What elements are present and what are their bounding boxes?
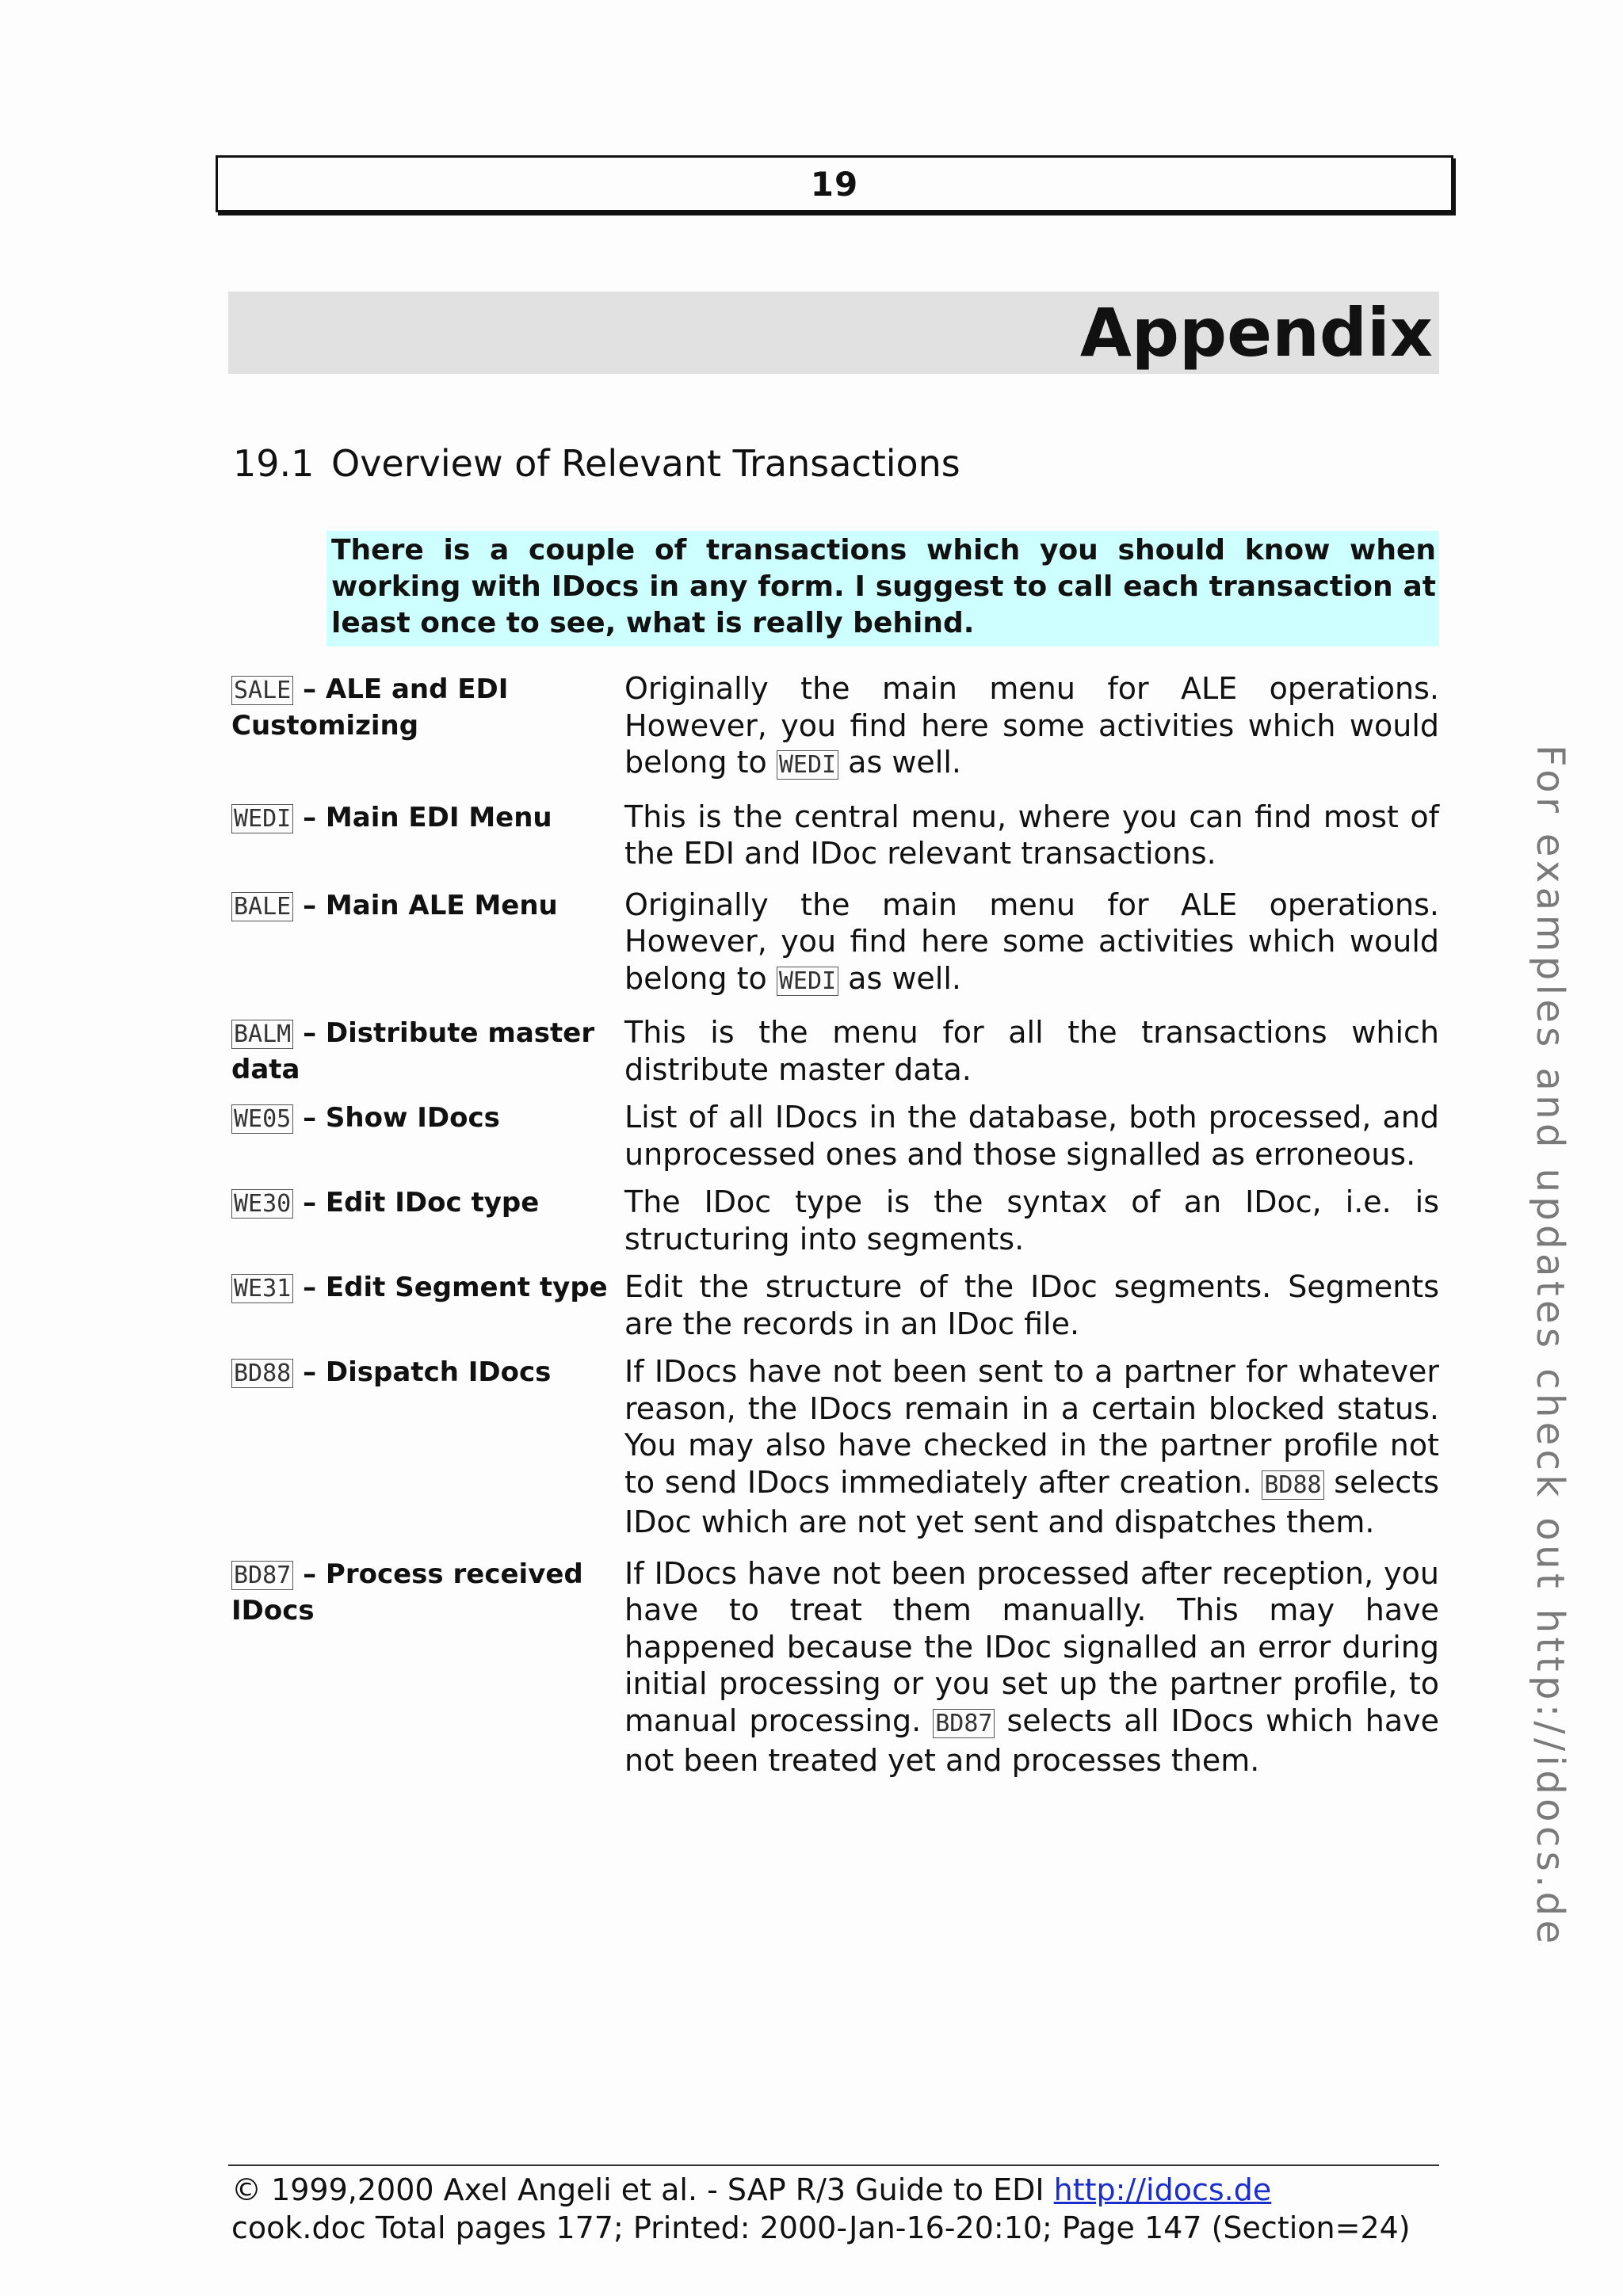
transaction-entry <box>231 887 1439 1001</box>
footer-copyright: © 1999,2000 Axel Angeli et al. - SAP R/3 Guide to EDI <box>231 2172 1054 2207</box>
inline-transaction-code: BD87 <box>933 1709 995 1738</box>
transaction-name: – Process received IDocs <box>231 1558 583 1627</box>
transaction-entry <box>231 1555 1439 1779</box>
transaction-code: BD87 <box>231 1561 293 1590</box>
transaction-description: Edit the structure of the IDoc segments. Segments are the records in an IDoc file. <box>624 1269 1439 1341</box>
transaction-label <box>231 1099 624 1137</box>
chapter-number: 19 <box>810 164 859 204</box>
chapter-title: Appendix <box>1079 294 1433 372</box>
transaction-label <box>231 1184 624 1222</box>
transaction-entry <box>231 1353 1439 1541</box>
transaction-label <box>231 1555 624 1628</box>
intro-highlight: There is a couple of transactions which you should know when working with IDocs in any form. I suggest to call each transaction at least once to see, what is really behind. <box>327 531 1439 646</box>
transaction-code: WE05 <box>231 1104 293 1134</box>
transaction-code: BD88 <box>231 1359 293 1388</box>
transaction-name: – Distribute master data <box>231 1017 595 1085</box>
transaction-entry <box>231 1184 1439 1257</box>
transaction-code: WE31 <box>231 1274 293 1303</box>
transaction-description: This is the central menu, where you can find most of the EDI and IDoc relevant transactions. <box>624 799 1439 871</box>
transaction-label <box>231 670 624 743</box>
transaction-label <box>231 1014 624 1087</box>
footer-divider <box>228 2164 1439 2166</box>
transaction-code: WEDI <box>231 804 293 833</box>
footer <box>231 2171 1411 2247</box>
transaction-entry <box>231 670 1439 784</box>
transaction-description: If IDocs have not been sent to a partner for whatever reason, the IDocs remain in a certain blocked status. You may also have checked in the partner profile not to send IDocs immediately after creation. BD88 selects IDoc which are not yet sent and dispatches them. <box>624 1354 1439 1539</box>
transaction-code: BALE <box>231 892 293 921</box>
transaction-code: SALE <box>231 676 293 705</box>
transaction-name: – Show IDocs <box>293 1102 500 1134</box>
section-number: 19.1 <box>233 442 315 485</box>
transaction-name: – Edit IDoc type <box>293 1187 540 1219</box>
transaction-name: – Dispatch IDocs <box>293 1356 552 1388</box>
transaction-code: WE30 <box>231 1189 293 1219</box>
transaction-entry <box>231 1099 1439 1173</box>
inline-transaction-code: BD88 <box>1262 1470 1323 1500</box>
transaction-label <box>231 887 624 925</box>
transaction-description: List of all IDocs in the database, both processed, and unprocessed ones and those signalled as erroneous. <box>624 1100 1439 1172</box>
transaction-label <box>231 1268 624 1306</box>
chapter-number-box <box>216 155 1453 212</box>
transaction-description: This is the menu for all the transactions which distribute master data. <box>624 1015 1439 1087</box>
footer-copyright-line <box>231 2171 1411 2209</box>
transaction-code: BALM <box>231 1020 293 1049</box>
transaction-name: – Edit Segment type <box>293 1272 608 1303</box>
transaction-name: – Main ALE Menu <box>293 889 558 921</box>
section-title: Overview of Relevant Transactions <box>331 442 960 485</box>
transaction-description: Originally the main menu for ALE operations. However, you find here some activities which would belong to WEDI as well. <box>624 671 1439 780</box>
transaction-label <box>231 1353 624 1391</box>
transaction-entry <box>231 799 1439 872</box>
footer-info: cook.doc Total pages 177; Printed: 2000-Jan-16-20:10; Page 147 (Section=24) <box>231 2210 1411 2245</box>
footer-link[interactable]: http://idocs.de <box>1053 2172 1272 2207</box>
chapter-title-bar <box>228 292 1439 374</box>
transaction-label <box>231 799 624 837</box>
transaction-description: If IDocs have not been processed after reception, you have to treat them manually. This may have happened because the IDoc signalled an error during initial processing or you set up the partner profile, to manual processing. BD87 selects all IDocs which have not been treated yet and processes them. <box>624 1555 1439 1778</box>
transaction-entry <box>231 1268 1439 1342</box>
transaction-entry <box>231 1014 1439 1088</box>
inline-transaction-code: WEDI <box>777 967 838 996</box>
transaction-description: Originally the main menu for ALE operations. However, you find here some activities which would belong to WEDI as well. <box>624 887 1439 996</box>
transaction-description: The IDoc type is the syntax of an IDoc, i.e. is structuring into segments. <box>624 1184 1439 1257</box>
transaction-name: – ALE and EDI Customizing <box>231 673 509 742</box>
inline-transaction-code: WEDI <box>777 750 838 780</box>
section-heading <box>233 442 960 485</box>
transaction-list <box>231 670 1439 1779</box>
side-note: For examples and updates check out http://idocs.de <box>1528 745 1572 1948</box>
transaction-name: – Main EDI Menu <box>293 801 552 833</box>
